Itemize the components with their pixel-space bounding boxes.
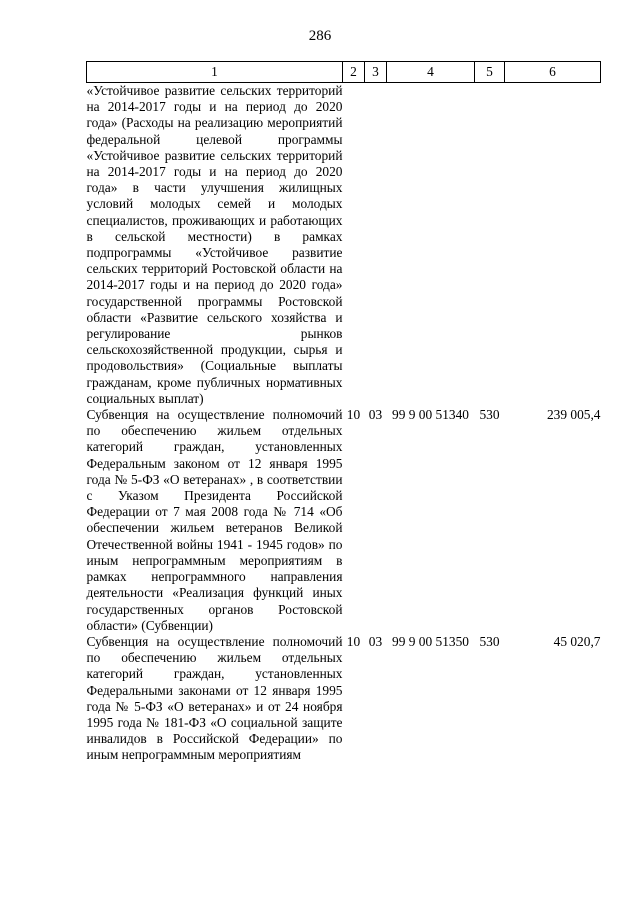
row-section: 10	[346, 407, 361, 423]
row-target-article: 99 9 00 51350	[392, 633, 469, 649]
budget-table	[86, 61, 601, 764]
row-description: «Устойчивое развитие сельских территорий на 2014-2017 годы и на период до 2020 года» (Расходы на реализацию мероприятий федеральной целевой программы «Устойчивое развитие сельских территорий на 2014-2017 годы и на период до 2020 года» в части улучшения жилищных условий молодых семей и молодых специалистов, проживающих и работающих в сельской местности) в рамках подпрограммы «Устойчивое развитие сельских территорий Ростовской области на 2014-2017 годы и на период до 2020 года» государственной программы Ростовской области «Развитие сельского хозяйства и регулирование рынков сельскохозяйственной продукции, сырья и продовольствия» (Социальные выплаты гражданам, кроме публичных нормативных социальных выплат)	[86, 83, 343, 406]
row-subsection: 03	[368, 407, 383, 423]
row-expense-type: 530	[479, 407, 500, 423]
row-description: Субвенция на осуществление полномочий по обеспечению жильем отдельных категорий граждан, установленных Федеральными законами от 12 января 1995 года № 5-ФЗ «О ветеранах» и от 24 ноября 1995 года № 181-ФЗ «О социальной защите инвалидов в Российской Федерации» по иным непрограммным мероприятиям	[86, 633, 343, 763]
row-target-article: 99 9 00 51340	[392, 407, 469, 423]
row-section	[343, 83, 365, 408]
column-header-2: 2	[343, 62, 365, 83]
row-description: Субвенция на осуществление полномочий по обеспечению жильем отдельных категорий граждан, установленных Федеральным законом от 12 января 1995 года № 5-ФЗ «О ветеранах» , в соответствии с Указом Президента Российской Федерации от 7 мая 2008 года № 714 «Об обеспечении жильем ветеранов Великой Отечественной войны 1941 - 1945 годов» по иным непрограммным мероприятиям в рамках непрограммного направления деятельности «Реализация функций иных государственных органов Ростовской области» (Субвенции)	[86, 407, 343, 633]
column-header-6: 6	[505, 62, 601, 83]
row-amount	[505, 83, 601, 408]
row-target-article	[387, 83, 475, 408]
row-amount: 45 020,7	[553, 633, 601, 649]
row-subsection: 03	[368, 633, 383, 649]
table-row	[87, 407, 601, 634]
column-header-4: 4	[387, 62, 475, 83]
table-row	[87, 83, 601, 408]
row-subsection	[365, 83, 387, 408]
column-number-row	[87, 62, 601, 83]
row-section: 10	[346, 633, 361, 649]
row-expense-type	[475, 83, 505, 408]
column-header-5: 5	[475, 62, 505, 83]
row-expense-type: 530	[479, 633, 500, 649]
row-amount: 239 005,4	[546, 407, 601, 423]
column-header-1: 1	[87, 62, 343, 83]
column-header-3: 3	[365, 62, 387, 83]
table-row	[87, 634, 601, 764]
page-number: 286	[308, 28, 332, 44]
